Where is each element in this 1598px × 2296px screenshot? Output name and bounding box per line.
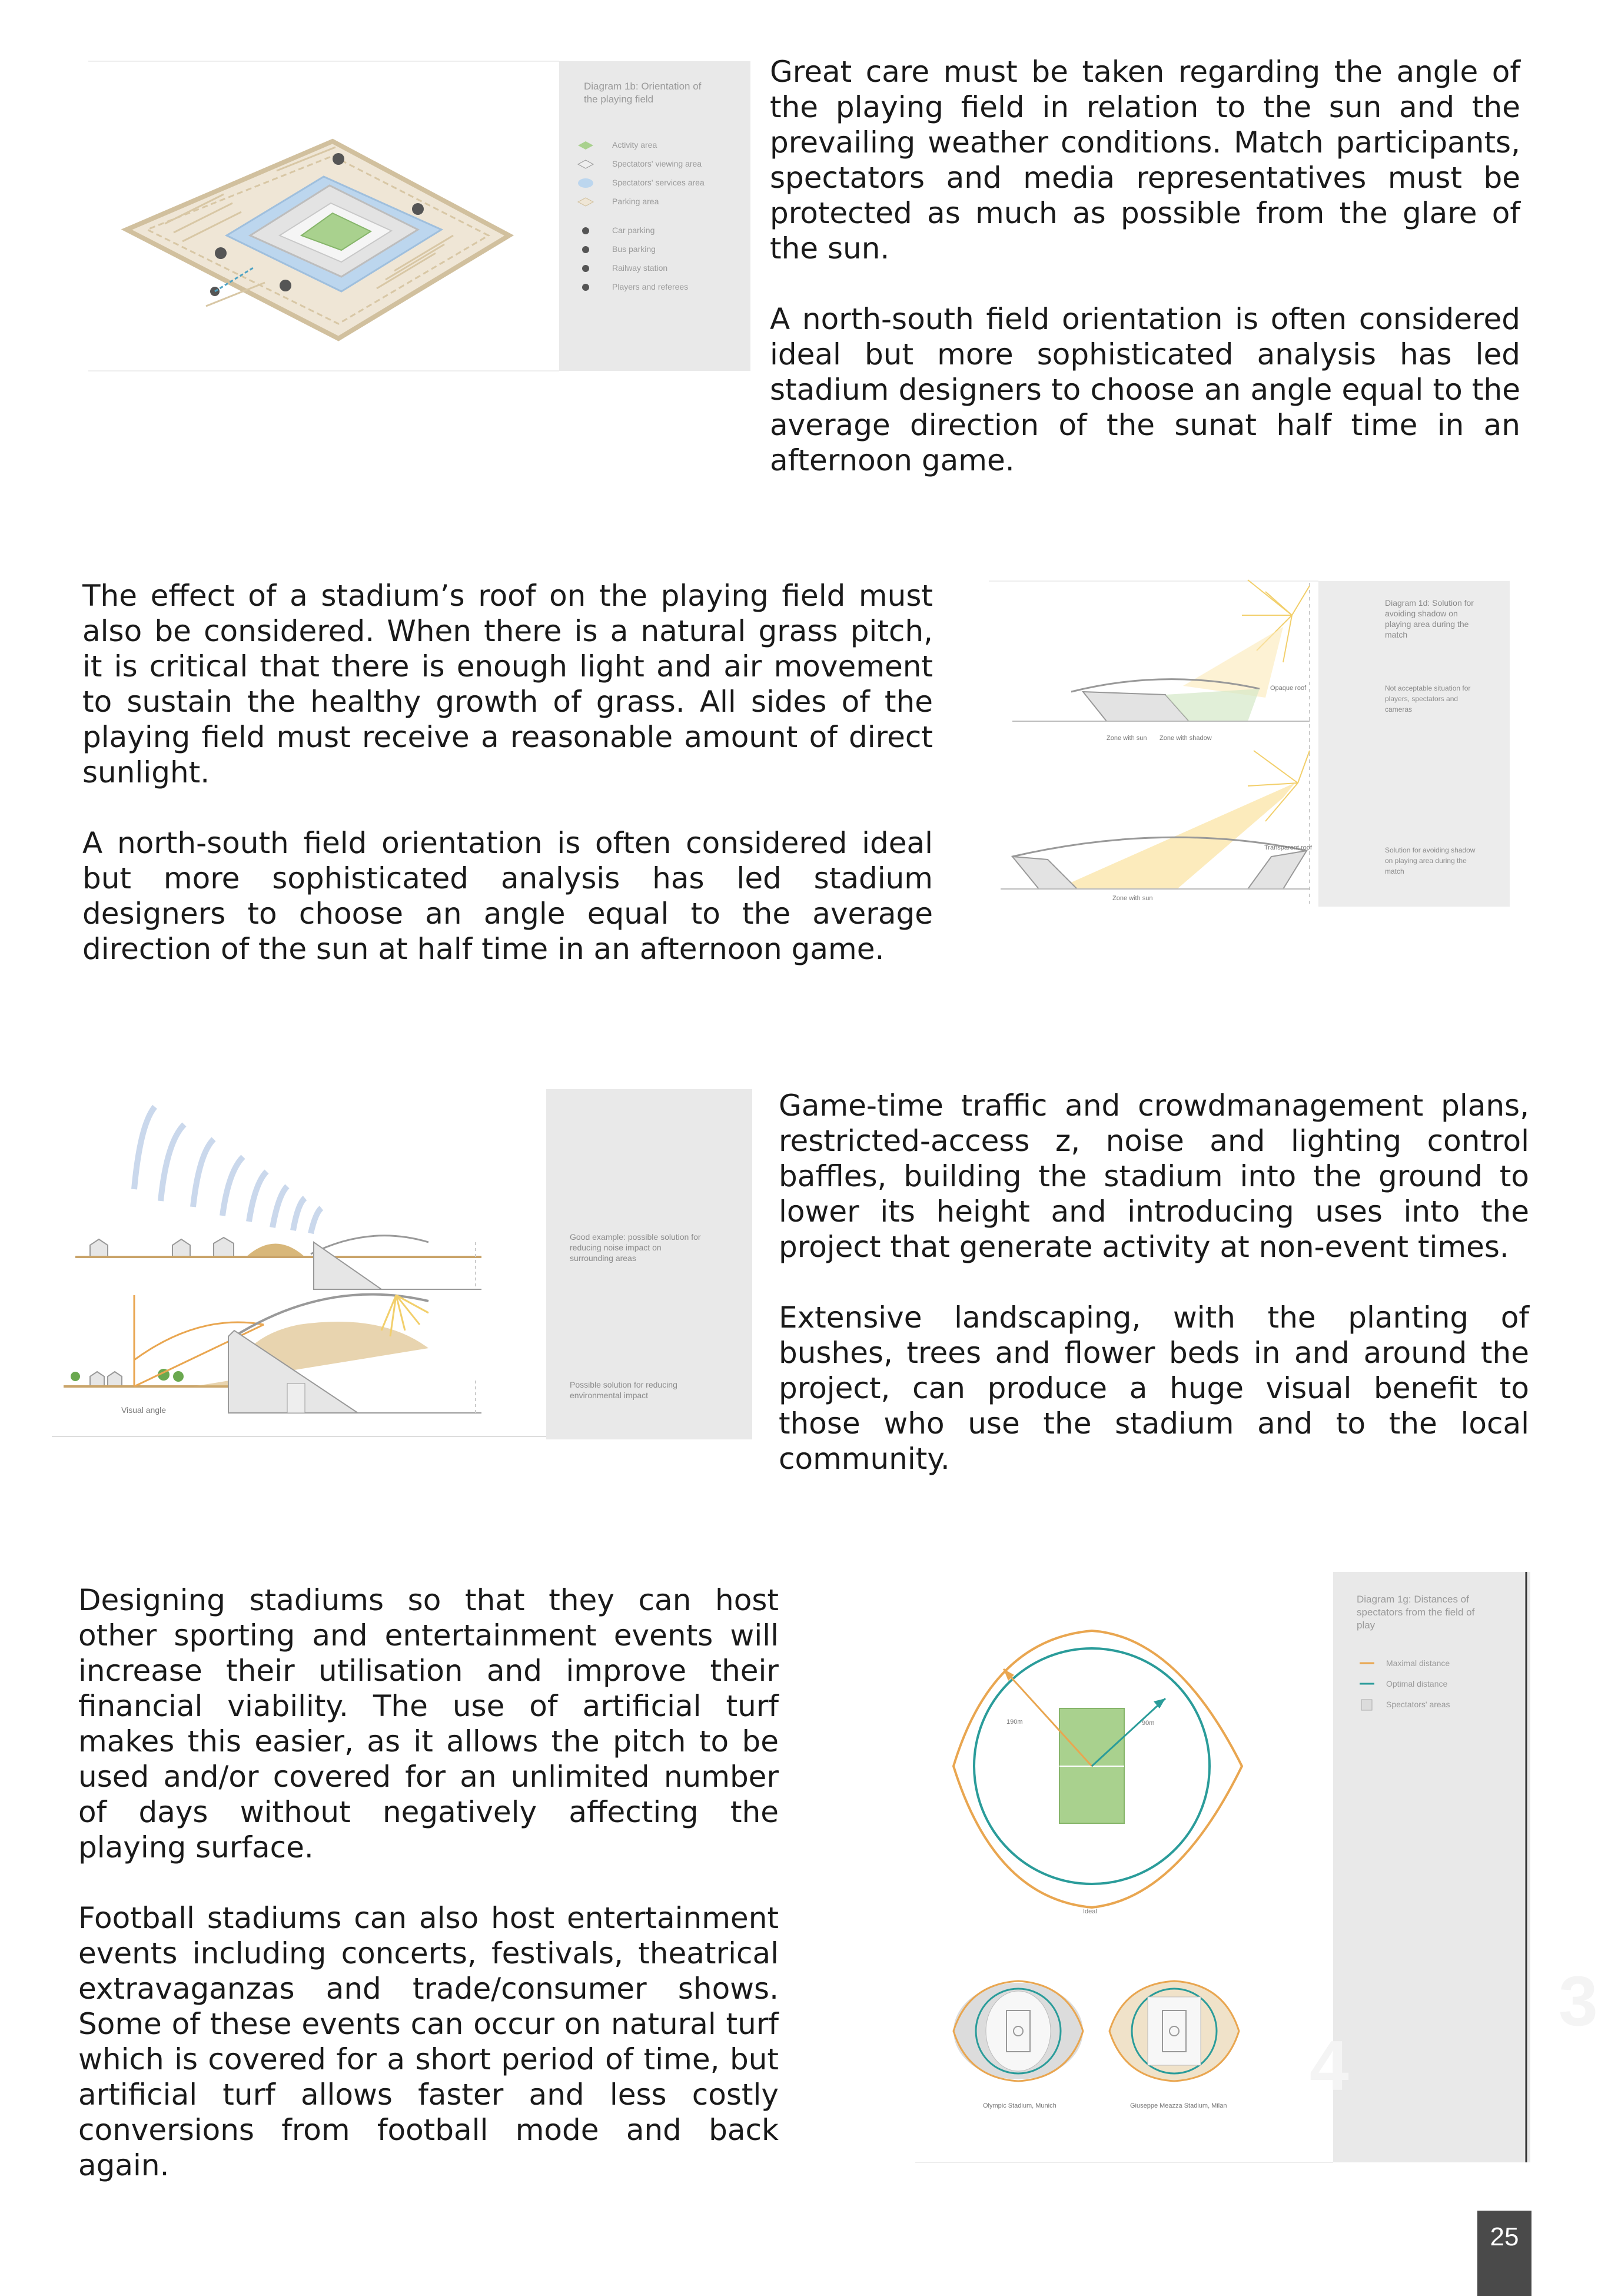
label-ideal: Ideal <box>1083 1908 1097 1915</box>
diagram-1d-title: Diagram 1d: Solution for avoiding shadow on playing area during the match <box>1385 598 1474 639</box>
label-visual-angle: Visual angle <box>121 1405 167 1415</box>
label-opaque-roof: Opaque roof <box>1270 685 1307 692</box>
page-number: 25 <box>1477 2211 1531 2296</box>
caption-possible-solution: Possible solution for reducing environmental impact <box>570 1380 677 1400</box>
label-zone-with-sun-2: Zone with sun <box>1112 895 1153 902</box>
diagram-roof-shadow-figure <box>989 580 1510 907</box>
label-190m: 190m <box>1006 1718 1023 1726</box>
diagram-environment-figure <box>52 1054 752 1439</box>
legend-car-parking: Car parking <box>612 225 655 235</box>
legend-railway-station: Railway station <box>612 263 668 273</box>
section4-paragraph-1: Designing stadiums so that they can host other sporting and entertainment events will increase their utilisation and improve their financial viability. The use of artificial turf makes this easier, as it allows the pitch to be used and/or covered for an unlimited number of days without negatively affecting the playing surface. <box>78 1583 779 1864</box>
legend-parking-area: Parking area <box>612 197 659 206</box>
note-not-acceptable: Not acceptable situation for players, spectators and cameras <box>1385 684 1471 714</box>
section1-text <box>770 54 1520 478</box>
section4-text <box>78 1582 779 2183</box>
stadium-orientation-illustration <box>88 59 750 374</box>
legend-optimal-distance: Optimal distance <box>1386 1679 1448 1688</box>
section4-paragraph-2: Football stadiums can also host entertainment events including concerts, festivals, theatrical extravaganzas and trade/consumer shows. Some of these events can occur on natural turf which is covered for a short period of time, but artificial turf allows faster and less costly conversions from football mode and back again. <box>78 1901 779 2182</box>
legend-maximal-distance: Maximal distance <box>1386 1658 1450 1668</box>
legend-activity-area: Activity area <box>612 140 657 150</box>
diagram-distances-figure <box>915 1572 1530 2166</box>
label-transparent-roof: Transparent roof <box>1264 844 1312 851</box>
note-solution: Solution for avoiding shadow on playing area during the match <box>1385 846 1476 875</box>
label-zone-with-sun: Zone with sun <box>1107 735 1147 742</box>
diagram-1b-title: Diagram 1b: Orientation of the playing field <box>584 81 702 105</box>
section3-paragraph-1: Game-time traffic and crowdmanagement plans, restricted-access z, noise and lighting control baffles, building the stadium into the ground to lower its height and introducing uses into the project that generate activity at non-event times. <box>779 1089 1529 1264</box>
legend-players-referees: Players and referees <box>612 282 689 291</box>
section2-paragraph-2: A north-south field orientation is often considered ideal but more sophisticated analysis has led stadium designers to choose an angle equal to the average direction of the sun at half time in an afternoon game. <box>82 826 933 966</box>
legend-services-area: Spectators' services area <box>612 178 705 187</box>
section2-paragraph-1: The effect of a stadium’s roof on the playing field must also be considered. When there is a natural grass pitch, it is critical that there is enough light and air movement to sustain the healthy growth of grass. All sides of the playing field must receive a reasonable amount of direct sunlight. <box>82 579 933 789</box>
legend-viewing-area: Spectators' viewing area <box>612 159 702 168</box>
legend-bus-parking: Bus parking <box>612 244 656 254</box>
diagram-1g-title: Diagram 1g: Distances of spectators from the field of play <box>1357 1594 1475 1631</box>
label-olympic-munich: Olympic Stadium, Munich <box>983 2102 1057 2109</box>
section2-text <box>82 578 933 967</box>
section3-text <box>779 1088 1529 1477</box>
diagram-orientation-figure <box>88 59 750 374</box>
side-ghost-number-3: 3 <box>1559 1962 1598 2040</box>
caption-good-example: Good example: possible solution for reducing noise impact on surrounding areas <box>570 1232 701 1263</box>
ghost-number-4: 4 <box>1310 2026 1349 2105</box>
section3-paragraph-2: Extensive landscaping, with the planting of bushes, trees and flower beds in and around the project, can produce a huge visual benefit to those who use the stadium and to the local community. <box>779 1300 1529 1476</box>
label-zone-with-shadow: Zone with shadow <box>1160 735 1212 742</box>
legend-spectators-areas: Spectators' areas <box>1386 1700 1450 1709</box>
label-90m: 90m <box>1142 1720 1155 1727</box>
legend-swatches <box>577 138 594 315</box>
section1-paragraph-1: Great care must be taken regarding the angle of the playing field in relation to the sun and the prevailing weather conditions. Match participants, spectators and media representatives must be protected as much as possible from the glare of the sun. <box>770 55 1520 266</box>
label-meazza-milan: Giuseppe Meazza Stadium, Milan <box>1130 2102 1227 2109</box>
section1-paragraph-2: A north-south field orientation is often considered ideal but more sophisticated analysis has led stadium designers to choose an angle equal to the average direction of the sunat half time in an afternoon game. <box>770 302 1520 477</box>
